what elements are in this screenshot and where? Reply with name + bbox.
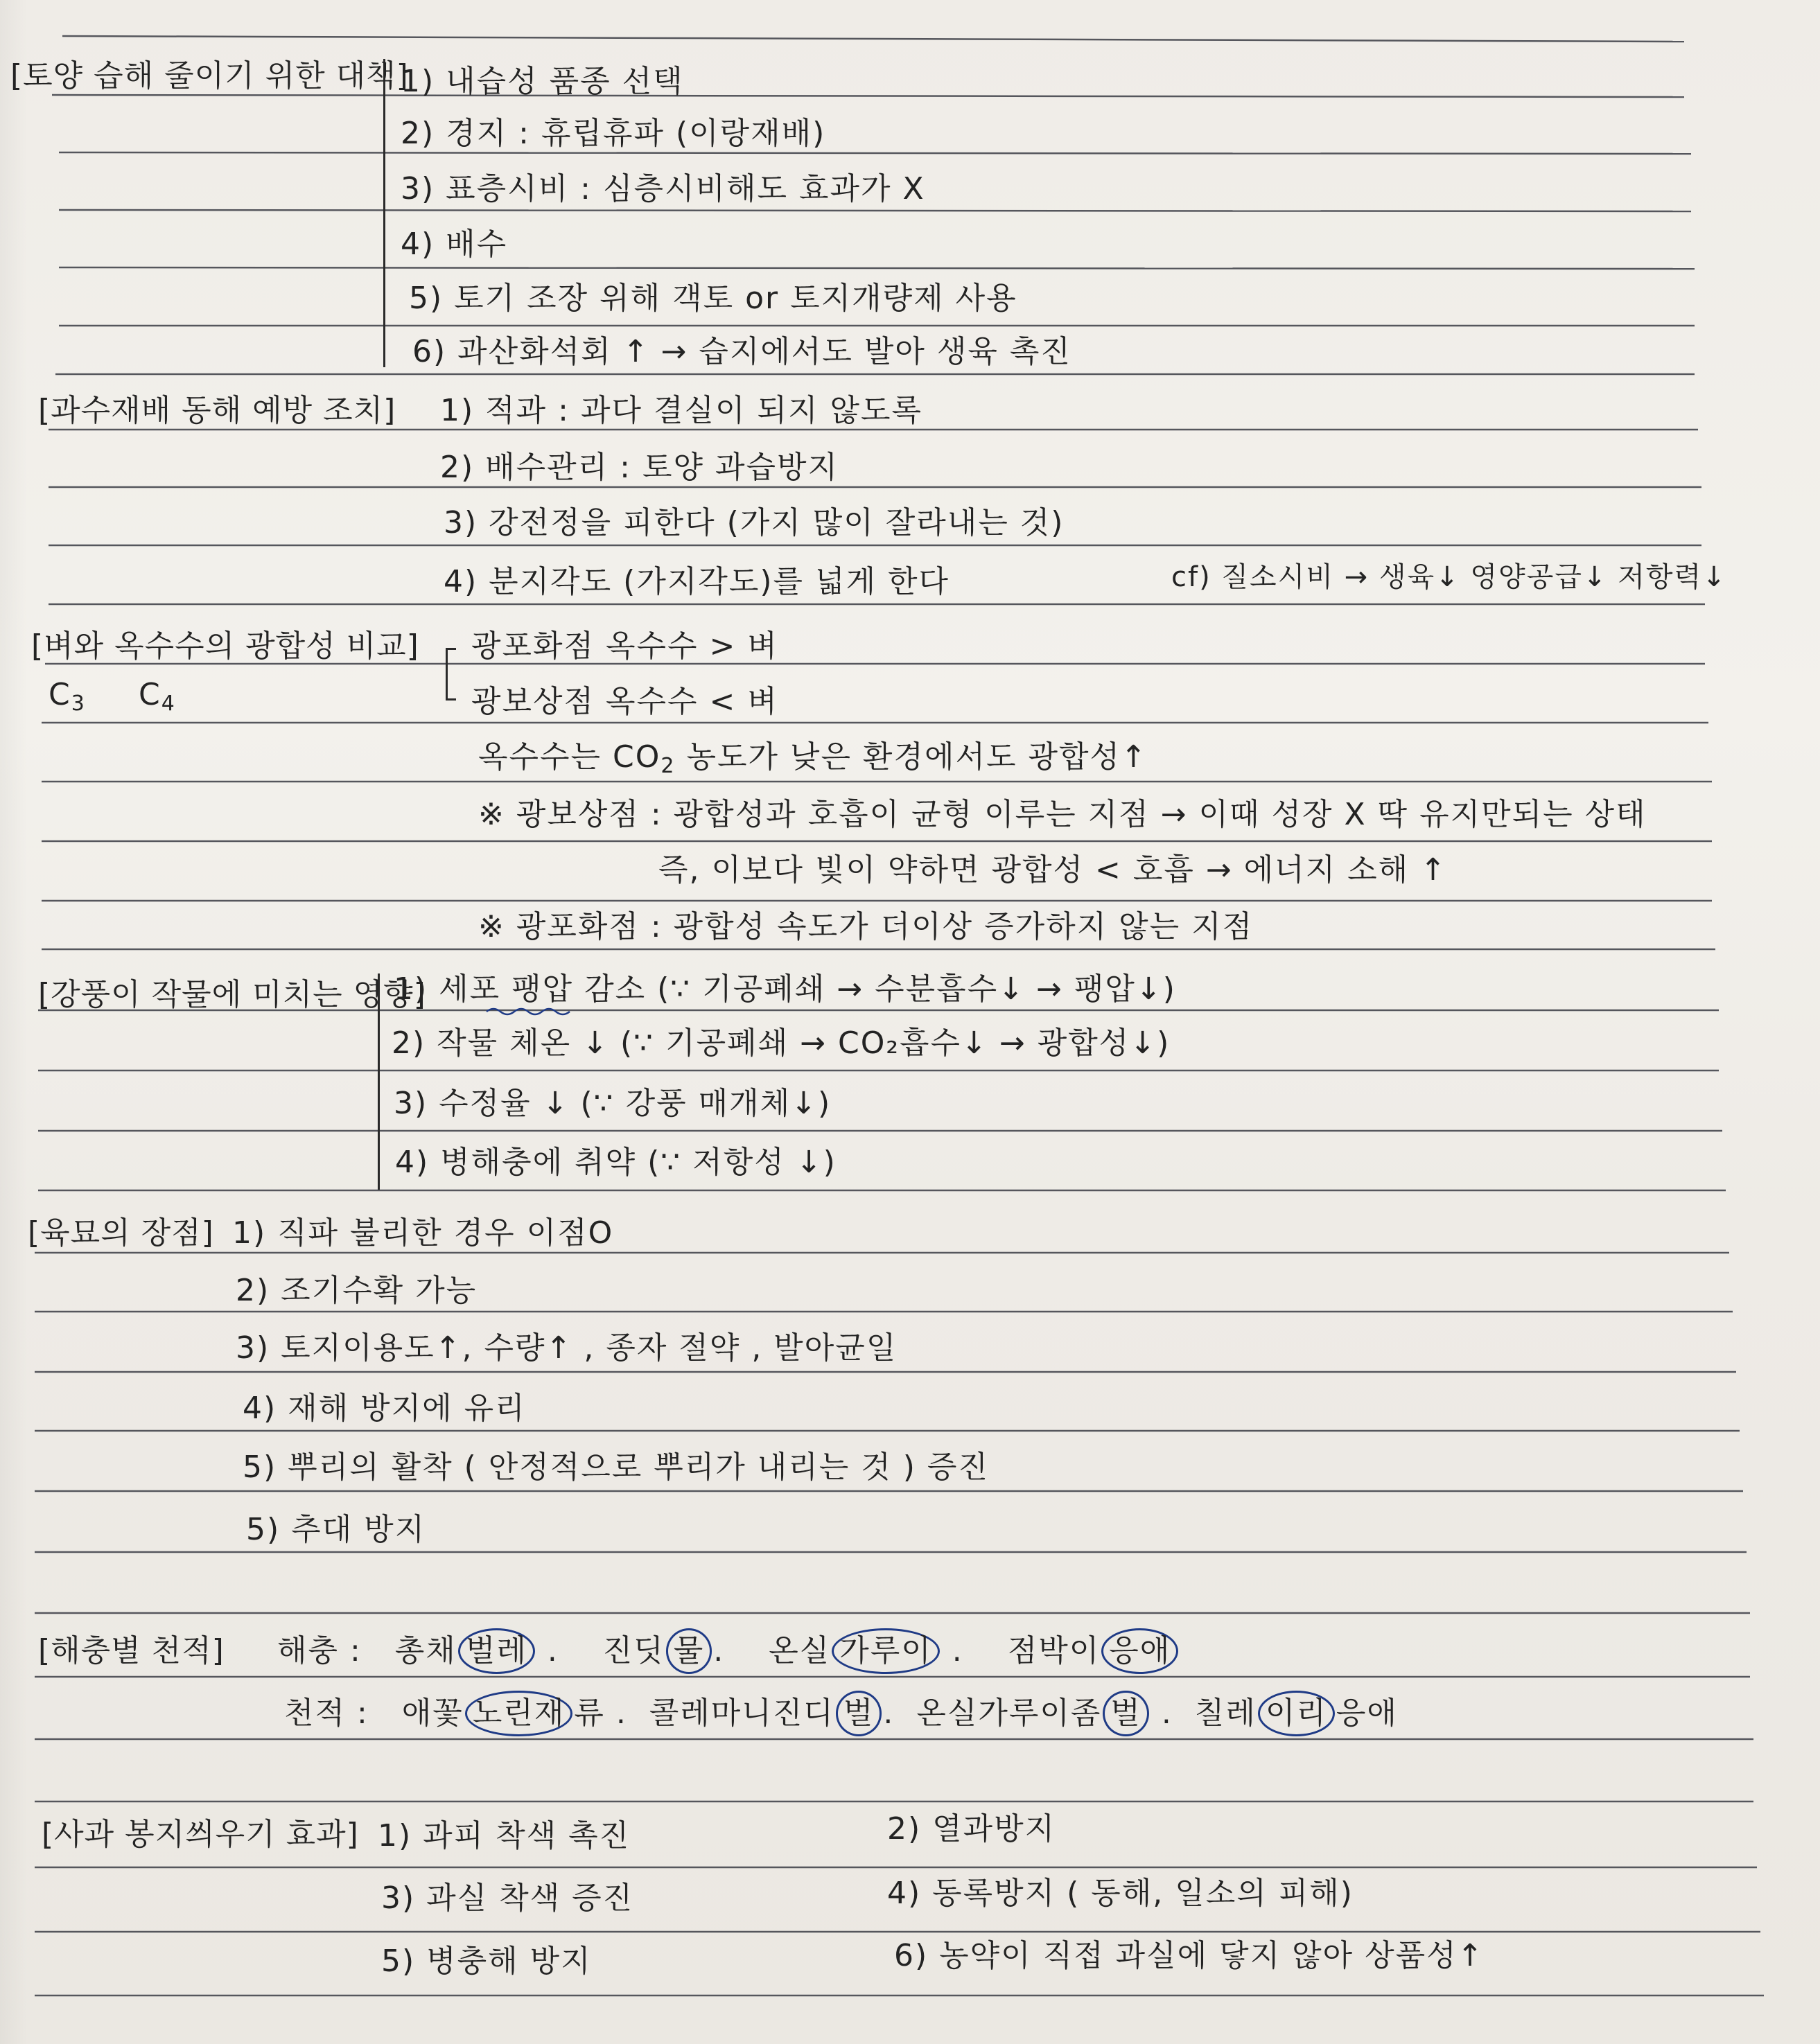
list-item: 2) 경지 : 휴립휴파 (이랑재배) (401, 116, 826, 151)
list-item: 3) 표층시비 : 심층시비해도 효과가 X (401, 171, 925, 206)
light-compensation-compare: 광보상점 옥수수 < 벼 (471, 684, 778, 719)
pest-row: 해충 : 총채 벌레 . 진딧 물 . 온실 가루이 . 점박이 응애 (277, 1628, 1180, 1674)
circled-text: 응애 (1101, 1628, 1178, 1674)
section4-header: [강풍이 작물에 미치는 영향] (38, 977, 426, 1012)
rule-line (59, 267, 1695, 269)
list-item: 5) 병충해 방지 (381, 1944, 592, 1979)
rule-line (59, 152, 1691, 154)
list-item: 4) 배수 (401, 227, 508, 262)
list-item: 6) 농약이 직접 과실에 닿지 않아 상품성↑ (894, 1938, 1485, 1973)
section6-header: [해충별 천적] (38, 1633, 225, 1668)
list-item: 4) 동록방지 ( 동해, 일소의 피해) (887, 1876, 1354, 1911)
circled-text: 벌 (1103, 1691, 1149, 1736)
section5-header: [육묘의 장점] (28, 1215, 214, 1251)
list-item: 2) 조기수확 가능 (236, 1273, 478, 1308)
rule-line (62, 36, 1684, 42)
list-item: 1) 적과 : 과다 결실이 되지 않도록 (440, 393, 922, 428)
list-item: 5) 토기 조장 위해 객토 or 토지개량제 사용 (409, 281, 1017, 316)
rule-line (59, 210, 1691, 211)
section1-header: [토양 습해 줄이기 위한 대책] (10, 58, 409, 94)
circled-text: 물 (666, 1628, 712, 1674)
saturation-definition: ※ 광포화점 : 광합성 속도가 더이상 증가하지 않는 지점 (478, 909, 1254, 944)
list-item: 1) 직파 불리한 경우 이점O (232, 1215, 614, 1251)
c4-label: $C_4$ (139, 677, 176, 716)
list-item: 5) 추대 방지 (246, 1512, 426, 1547)
list-item: 2) 열과방지 (887, 1811, 1056, 1847)
corn-co2-note: 옥수수는 $CO_2$ 농도가 낮은 환경에서도 광합성↑ (478, 739, 1148, 778)
circled-text: 벌 (836, 1691, 882, 1736)
list-item: 1) 내습성 품종 선택 (401, 64, 684, 99)
list-item: 6) 과산화석회 ↑ → 습지에서도 발아 생육 촉진 (412, 334, 1071, 369)
compensation-definition: ※ 광보상점 : 광합성과 호흡이 균형 이루는 지점 → 이때 성장 X 딱 유지만되는 상태 (478, 797, 1647, 832)
list-item: 4) 병해충에 취약 (∵ 저항성 ↓) (395, 1145, 837, 1180)
side-note: cf) 질소시비 → 생육↓ 영양공급↓ 저항력↓ (1171, 561, 1727, 593)
light-saturation-compare: 광포화점 옥수수 > 벼 (471, 628, 778, 664)
list-item: 3) 강전정을 피한다 (가지 많이 잘라내는 것) (444, 505, 1065, 540)
list-item: 3) 토지이용도↑, 수량↑ , 종자 절약 , 발아균일 (236, 1330, 898, 1366)
list-item: 5) 뿌리의 활착 ( 안정적으로 뿌리가 내리는 것 ) 증진 (243, 1450, 989, 1485)
list-item: 3) 수정율 ↓ (∵ 강풍 매개체↓) (394, 1086, 832, 1121)
section2-header: [과수재배 동해 예방 조치] (38, 393, 396, 428)
circled-text: 벌레 (458, 1628, 535, 1674)
section3-header: [벼와 옥수수의 광합성 비교] (31, 628, 419, 664)
list-item: 4) 분지각도 (가지각도)를 넓게 한다 (444, 564, 950, 599)
circled-text: 노린재 (465, 1691, 573, 1736)
compensation-detail: 즉, 이보다 빛이 약하면 광합성 < 호흡 → 에너지 소해 ↑ (658, 852, 1448, 888)
list-item: 1) 과피 착색 촉진 (378, 1818, 631, 1853)
list-item: 1) 세포 팽압 감소 (∵ 기공폐쇄 → 수분흡수↓ → 팽압↓) (394, 971, 1176, 1007)
section7-header: [사과 봉지씌우기 효과] (42, 1817, 359, 1852)
comparison-brace (446, 648, 456, 701)
circled-text: 가루이 (832, 1628, 940, 1674)
underline-squiggle (485, 1006, 575, 1017)
circled-text: 이리 (1258, 1691, 1335, 1736)
list-item: 2) 작물 체온 ↓ (∵ 기공폐쇄 → CO₂흡수↓ → 광합성↓) (392, 1025, 1171, 1061)
enemy-row: 천적 : 애꽃 노린재 류 . 콜레마니진디 벌 . 온실가루이좀 벌 . 칠레 이리 응애 (284, 1691, 1398, 1736)
c3-label: $C_3$ (49, 677, 86, 716)
section1-divider (383, 59, 385, 367)
list-item: 2) 배수관리 : 토양 과습방지 (440, 450, 839, 485)
list-item: 3) 과실 착색 증진 (381, 1880, 634, 1916)
list-item: 4) 재해 방지에 유리 (243, 1391, 526, 1426)
